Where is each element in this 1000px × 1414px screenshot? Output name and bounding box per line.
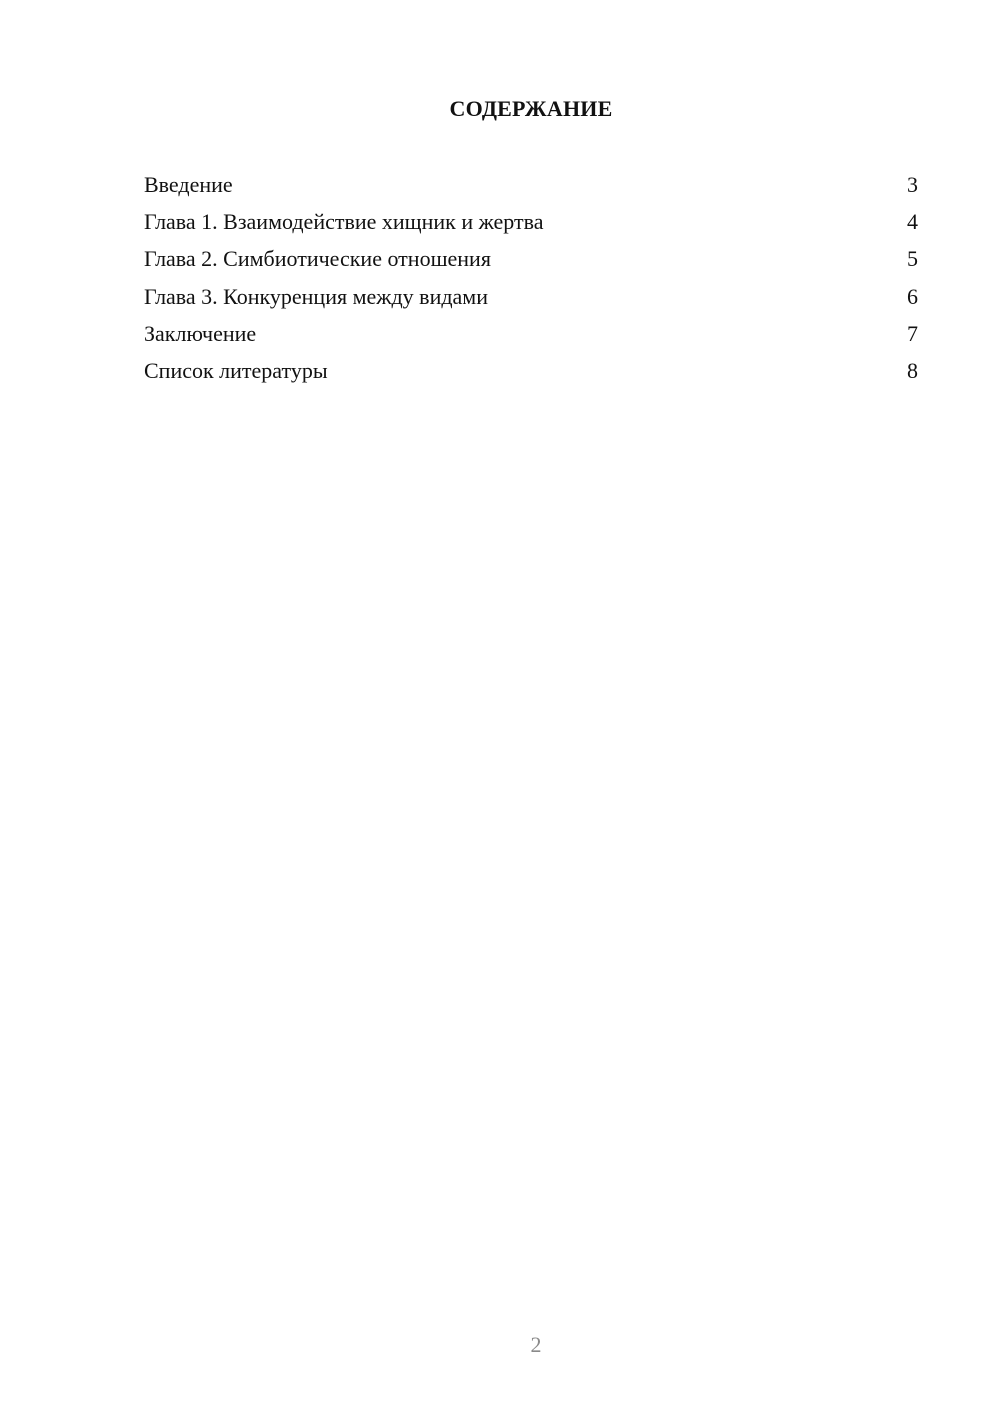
toc-entry-chapter-2 [144,242,918,279]
toc-entry-page: 4 [907,209,918,235]
toc-entry-conclusion [144,317,918,354]
toc-entry-chapter-1 [144,205,918,242]
toc-entry-label: Глава 1. Взаимодействие хищник и жертва [144,209,544,235]
toc-entry-chapter-3 [144,280,918,317]
toc-entry-label: Введение [144,172,233,197]
toc-entry-label: Глава 3. Конкуренция между видами [144,283,488,309]
toc-entry-page: 5 [907,246,918,272]
toc-entry-page: 3 [907,172,918,197]
toc-entry-label: Список литературы [144,357,328,383]
toc-entry-page: 8 [907,357,918,383]
toc-heading: СОДЕРЖАНИЕ [449,96,613,121]
toc-entry-page: 6 [907,283,918,309]
toc-entry-label: Заключение [144,320,257,346]
toc-entry-introduction [144,168,918,205]
toc-entry-label: Глава 2. Симбиотические отношения [144,246,491,272]
toc-entry-page: 7 [907,320,918,346]
toc-entry-references [144,354,918,391]
table-of-contents [144,168,918,391]
footer-page-number: 2 [530,1332,542,1357]
